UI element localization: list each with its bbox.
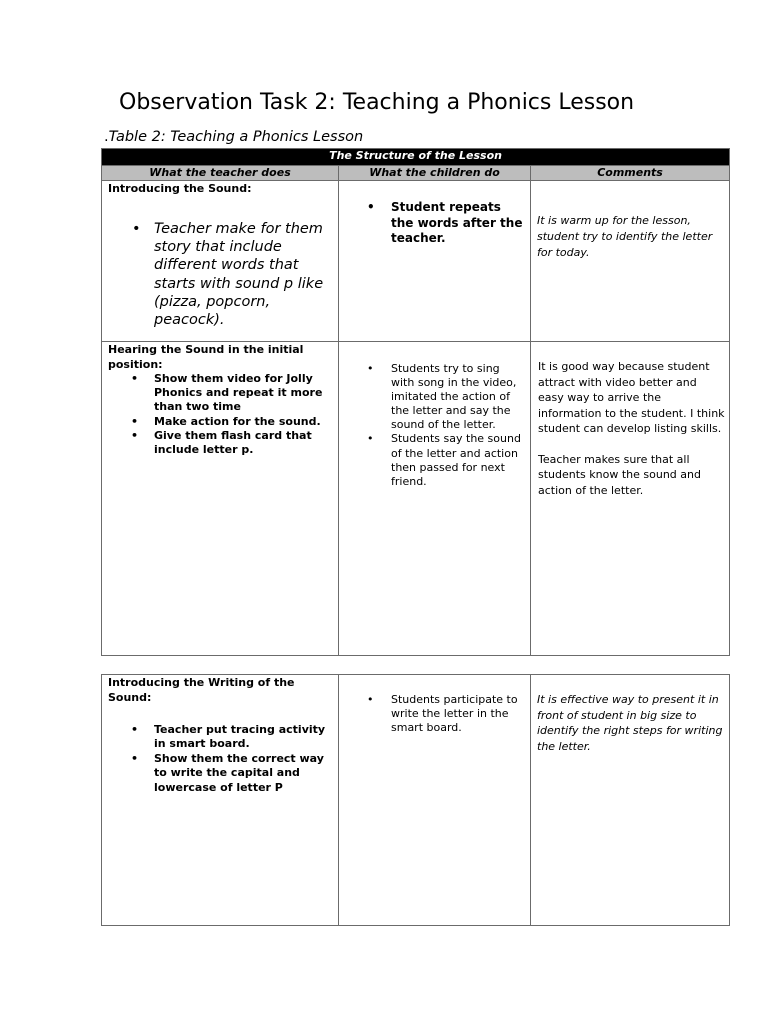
column-header-teacher: What the teacher does [102, 166, 339, 181]
list-item: • Student repeats the words after the teacher. [391, 200, 526, 247]
list-item: • Teacher put tracing activity in smart board. [154, 723, 334, 752]
list-item: • Students try to sing with song in the video, imitated the action of the letter and say the sound of the letter. [391, 362, 523, 432]
column-header-comments: Comments [531, 166, 730, 181]
comment-cell [531, 342, 730, 656]
teacher-list [102, 220, 338, 329]
children-list [339, 200, 530, 247]
lesson-structure-table [101, 148, 730, 656]
list-item: • Show them the correct way to write the capital and lowercase of letter P [154, 752, 334, 795]
table-row [102, 675, 730, 926]
column-header-children: What the children do [339, 166, 531, 181]
table-row [102, 342, 730, 656]
teacher-list [102, 705, 338, 795]
children-cell [339, 342, 531, 656]
comment-text [531, 342, 729, 498]
list-item: • Give them flash card that include letter p. [154, 429, 334, 457]
list-item: • Students participate to write the letter in the smart board. [391, 693, 526, 736]
teacher-cell [102, 181, 339, 342]
comment-text: It is warm up for the lesson, student try to identify the letter for today. [537, 214, 713, 259]
table-banner: The Structure of the Lesson [102, 149, 730, 166]
writing-section-table [101, 674, 730, 926]
section-title: Introducing the Sound: [108, 182, 252, 195]
page-title: Observation Task 2: Teaching a Phonics Lesson [119, 90, 635, 115]
comment-paragraph: Teacher makes sure that all students know the sound and action of the letter. [538, 452, 701, 497]
table-caption [104, 129, 363, 145]
list-item: • Teacher make for them story that include different words that starts with sound p like (pizza, popcorn, peacock). [154, 220, 324, 329]
table-row [102, 181, 730, 342]
children-list [339, 675, 530, 736]
list-item: • Make action for the sound. [154, 415, 334, 429]
comment-text: It is effective way to present it in front of student in big size to identify the right steps for writing the letter. [537, 693, 723, 753]
section-title: Introducing the Writing of the Sound: [108, 676, 295, 704]
teacher-cell [102, 675, 339, 926]
comment-cell [531, 181, 730, 342]
column-header-row [102, 166, 730, 181]
children-cell [339, 675, 531, 926]
table-banner-row [102, 149, 730, 166]
section-title: Hearing the Sound in the initial position: [108, 343, 304, 371]
teacher-list [102, 372, 338, 457]
teacher-cell [102, 342, 339, 656]
comment-cell [531, 675, 730, 926]
comment-paragraph: It is good way because student attract with video better and easy way to arrive the information to the student. I think student can develop listing skills. [538, 360, 725, 435]
children-cell [339, 181, 531, 342]
children-list [339, 342, 530, 489]
list-item: • Students say the sound of the letter and action then passed for next friend. [391, 432, 523, 488]
caption-prefix: . [104, 129, 109, 145]
caption-text: Table 2: Teaching a Phonics Lesson [108, 129, 364, 145]
list-item: • Show them video for Jolly Phonics and repeat it more than two time [154, 372, 334, 415]
